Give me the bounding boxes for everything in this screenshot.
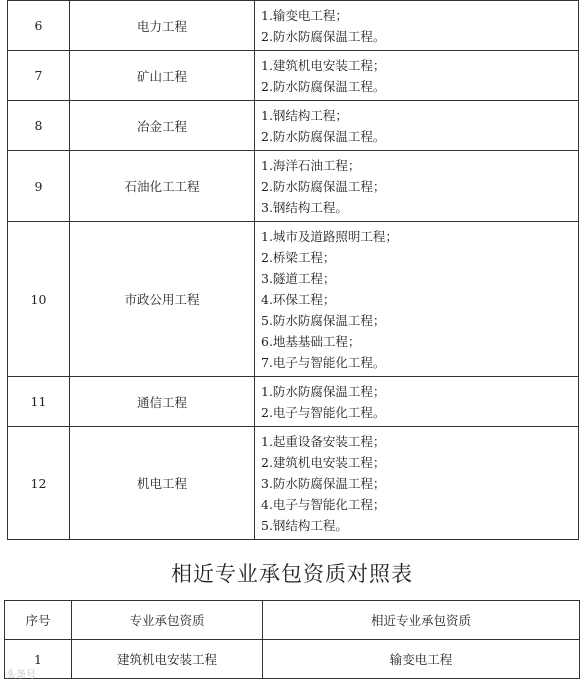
header-cell-index: 序号	[5, 601, 72, 640]
list-item: 4.电子与智能化工程；	[261, 497, 386, 512]
header-cell-similar-qualification: 相近专业承包资质	[263, 601, 580, 640]
list-item: 2.防水防腐保温工程。	[261, 29, 386, 44]
list-item: 1.输变电工程；	[261, 8, 348, 23]
table-row	[8, 151, 579, 222]
list-item: 7.电子与智能化工程。	[261, 355, 386, 370]
list-item: 1.建筑机电安装工程；	[261, 58, 386, 73]
qualification-name: 电力工程	[70, 1, 255, 51]
table-row	[8, 1, 579, 51]
qualification-name: 通信工程	[70, 377, 255, 427]
row-number: 8	[8, 101, 70, 151]
list-item: 2.防水防腐保温工程。	[261, 129, 386, 144]
list-item: 2.建筑机电安装工程；	[261, 455, 386, 470]
header-cell-qualification: 专业承包资质	[72, 601, 263, 640]
row-number: 6	[8, 1, 70, 51]
qualification-name: 矿山工程	[70, 51, 255, 101]
table-row	[8, 51, 579, 101]
watermark: 头条号	[6, 670, 36, 681]
list-item: 3.隧道工程；	[261, 271, 336, 286]
comparison-table	[4, 600, 580, 679]
row-cell-qualification: 建筑机电安装工程	[72, 640, 263, 679]
related-qualifications	[255, 151, 579, 222]
related-qualifications	[255, 101, 579, 151]
row-number: 11	[8, 377, 70, 427]
list-item: 1.海洋石油工程；	[261, 158, 361, 173]
table-row	[8, 377, 579, 427]
list-item: 1.起重设备安装工程；	[261, 434, 386, 449]
table-row	[8, 427, 579, 540]
list-item: 1.防水防腐保温工程；	[261, 384, 386, 399]
qualification-table	[7, 0, 579, 540]
list-item: 3.防水防腐保温工程；	[261, 476, 386, 491]
qualification-name: 石油化工工程	[70, 151, 255, 222]
list-item: 6.地基基础工程；	[261, 334, 361, 349]
table-row	[8, 222, 579, 377]
list-item: 4.环保工程；	[261, 292, 336, 307]
row-number: 10	[8, 222, 70, 377]
list-item: 2.桥梁工程；	[261, 250, 336, 265]
list-item: 1.城市及道路照明工程；	[261, 229, 398, 244]
row-number: 7	[8, 51, 70, 101]
comparison-table-title: 相近专业承包资质对照表	[171, 562, 413, 586]
qualification-name: 冶金工程	[70, 101, 255, 151]
table-row	[8, 101, 579, 151]
list-item: 2.防水防腐保温工程；	[261, 179, 386, 194]
list-item: 1.钢结构工程；	[261, 108, 348, 123]
related-qualifications	[255, 1, 579, 51]
comparison-table-header-row	[5, 601, 580, 640]
list-item: 5.防水防腐保温工程；	[261, 313, 386, 328]
list-item: 3.钢结构工程。	[261, 200, 348, 215]
qualification-name: 市政公用工程	[70, 222, 255, 377]
row-cell-similar-qualification: 输变电工程	[263, 640, 580, 679]
related-qualifications	[255, 377, 579, 427]
related-qualifications	[255, 427, 579, 540]
list-item: 5.钢结构工程。	[261, 518, 348, 533]
qualification-name: 机电工程	[70, 427, 255, 540]
comparison-table-row	[5, 640, 580, 679]
related-qualifications	[255, 222, 579, 377]
row-number: 12	[8, 427, 70, 540]
list-item: 2.电子与智能化工程。	[261, 405, 386, 420]
qualification-table-body	[8, 1, 579, 540]
row-cell-index: 1	[5, 640, 72, 679]
row-number: 9	[8, 151, 70, 222]
list-item: 2.防水防腐保温工程。	[261, 79, 386, 94]
related-qualifications	[255, 51, 579, 101]
